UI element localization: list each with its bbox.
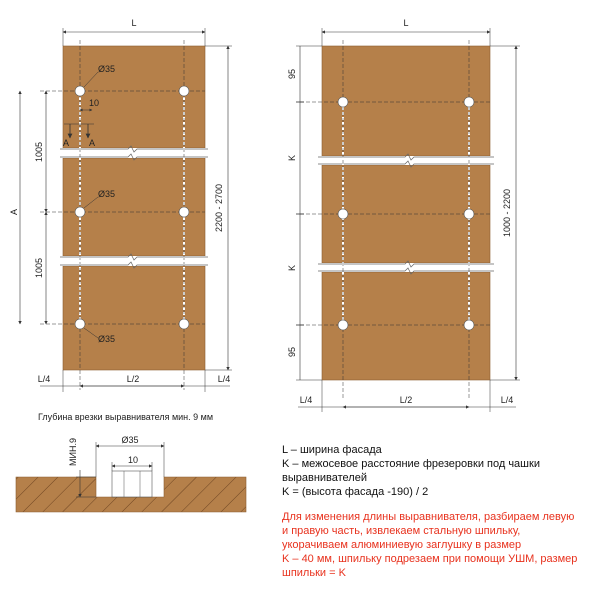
detail-depth-label: МИН.9 <box>68 438 78 466</box>
left-hole-tl <box>75 86 85 96</box>
seg2-label: 1005 <box>34 257 44 279</box>
note-line-2: и правую часть, извлекаем стальную шпильку, <box>282 525 521 537</box>
legend-line-3: выравнивателей <box>282 472 367 484</box>
hole2-label: Ø35 <box>98 189 116 199</box>
left-width-label: L <box>131 18 137 28</box>
left-hole-br <box>179 319 189 329</box>
right-hole-br <box>464 320 474 330</box>
detail-hole-label: Ø35 <box>121 435 139 445</box>
left-bottom-l4-right: L/4 <box>217 374 231 384</box>
right-hole-tl <box>338 97 348 107</box>
right-hole-tr <box>464 97 474 107</box>
legend-line-4: K = (высота фасада -190) / 2 <box>282 486 429 498</box>
note-line-5: шпильки = K <box>282 567 346 579</box>
right-top-offset: 95 <box>287 68 297 80</box>
right-bottom-offset: 95 <box>287 346 297 358</box>
left-bottom-l4-left: L/4 <box>37 374 51 384</box>
section-a-left-label: A <box>63 138 70 148</box>
right-hole-mr <box>464 209 474 219</box>
right-hole-ml <box>338 209 348 219</box>
section-detail <box>16 412 246 512</box>
right-bottom-l4-right: L/4 <box>500 395 514 405</box>
seg1-label: 1005 <box>34 141 44 163</box>
hole1-label: Ø35 <box>98 64 116 74</box>
left-break-band-2 <box>60 256 208 266</box>
left-height-label: 2200 - 2700 <box>214 183 224 233</box>
left-door-drawing <box>9 18 232 392</box>
left-hole-mr <box>179 207 189 217</box>
left-hole-bl <box>75 319 85 329</box>
right-height-label: 1000 - 2200 <box>502 188 512 238</box>
legend-line-2: K – межосевое расстояние фрезеровки под чашки <box>282 458 540 470</box>
section-a-right-label: A <box>89 138 96 148</box>
detail-inner-label: 10 <box>127 455 139 465</box>
left-hole-tr <box>179 86 189 96</box>
offset-label: 10 <box>89 98 100 108</box>
a-label: A <box>9 208 19 216</box>
left-bottom-l2: L/2 <box>126 374 140 384</box>
legend-line-1: L – ширина фасада <box>282 444 382 456</box>
left-break-band-1 <box>60 148 208 158</box>
left-hole-ml <box>75 207 85 217</box>
note-line-4: K – 40 мм, шпильку подрезаем при помощи УШМ, размер <box>282 553 578 565</box>
note-line-3: укорачиваем алюминиевую заглушку в размер <box>282 539 522 551</box>
hole3-label: Ø35 <box>98 334 116 344</box>
note-block <box>282 510 592 580</box>
detail-caption: Глубина врезки выравнивателя мин. 9 мм <box>38 412 214 422</box>
note-line-1: Для изменения длины выравнивателя, разбираем левую <box>282 511 575 523</box>
right-door-drawing <box>287 18 520 412</box>
legend-block <box>282 443 592 499</box>
right-hole-bl <box>338 320 348 330</box>
right-k1: K <box>287 154 297 162</box>
detail-cup <box>112 471 152 497</box>
right-k2: K <box>287 264 297 272</box>
right-bottom-l2: L/2 <box>399 395 413 405</box>
right-width-label: L <box>403 18 409 28</box>
right-bottom-l4-left: L/4 <box>299 395 313 405</box>
